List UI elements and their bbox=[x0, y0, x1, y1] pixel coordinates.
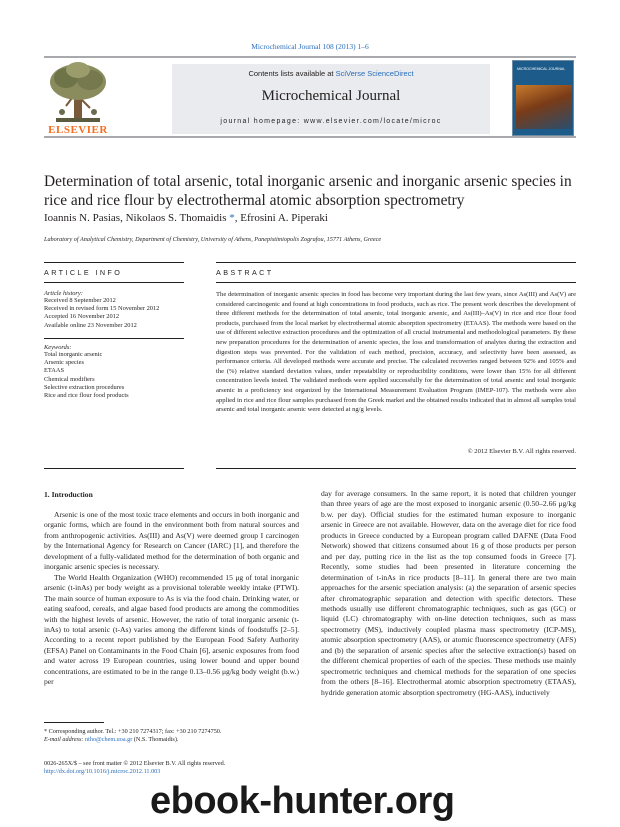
body-left-column bbox=[44, 510, 299, 688]
sciencedirect-link[interactable]: SciVerse ScienceDirect bbox=[335, 69, 414, 78]
paragraph: day for average consumers. In the same report, it is noted that children younger than three years of age are the most exposed to inorganic arsenic (0.50–2.66 μg/kg b.w. per day). Official studies for the estimated human exposure to inorganic arsenic in Greece are not available. However, data on the average diet for rice food products in Greece conducted by a European program called DAFNE (Data Food Network) showed that citizens consumed about 16 g of those products per person and per day, putting rice in the list as the top consumed foods in Greece [7]. Recently, some studies had been presented in literature concerning the determination of t-inAs in rice products [8–11]. In general there are two main approaches for the arsenic speciation analysis: (a) the separation of arsenic species after chromatographic separation and detection with specific detectors. These methods usually use different chromatographic techniques, such as gas (GC) or liquid (LC) chromatography with on-line detection techniques, such as mass spectrometry (MS), inductively coupled plasma mass spectrometry (ICP-MS), atomic absorption spectrometry (AAS), or atomic fluorescence spectrometry (AFS) and (b) the separation of arsenic species after the selective extraction(s) based on the different chemical properties of each of the species. These methods use mainly spectrometric techniques and chemical methods for the separation of one species from the others [8–16]. Electrothermal atomic absorption spectrometry (ETAAS), hydride generation atomic absorption spectrometry (HG-AAS), inductively bbox=[321, 489, 576, 697]
divider bbox=[216, 468, 576, 469]
article-title: Determination of total arsenic, total inorganic arsenic and inorganic arsenic species in rice and rice flour by electrothermal atomic absorption spectrometry bbox=[44, 173, 572, 209]
divider bbox=[44, 262, 184, 263]
email-suffix: (N.S. Thomaidis). bbox=[133, 736, 179, 743]
elsevier-tree-icon bbox=[44, 60, 112, 124]
author-name: Efrosini A. Piperaki bbox=[240, 212, 328, 224]
history-line: Available online 23 November 2012 bbox=[44, 321, 137, 329]
paragraph: The World Health Organization (WHO) recommended 15 μg of total inorganic arsenic (t-inAs) per body weight as a provisional tolerable weekly intake (PTWI). The main source of human exposure to As is via the food chain. Drinking water, or eating seafood, cereals, and algae based food products are among the commodities with the highest levels of arsenic. However, the ratio of total inorganic arsenic (t-inAs) to total arsenic (t-As) varies among the different kinds of foodstuffs [2–5]. According to a recent report published by the European Food Safety Authority (EFSA) Panel on Contaminants in the Food Chain [6], arsenic exposures from food and water across 19 European countries, using lower bound and upper bound concentrations, are estimated to be in the range 0.13–0.56 μg/kg body weight (b.w.) per bbox=[44, 572, 299, 687]
doi-link[interactable]: http://dx.doi.org/10.1016/j.microc.2012.11.003 bbox=[44, 768, 161, 775]
divider bbox=[44, 468, 184, 469]
issn-line: 0026-265X/$ – see front matter © 2012 Elsevier B.V. All rights reserved. bbox=[44, 760, 226, 767]
section-heading: 1. Introduction bbox=[44, 490, 93, 499]
affiliation: Laboratory of Analytical Chemistry, Department of Chemistry, University of Athens, Panepistimiopolis Zografou, 15771 Athens, Greece bbox=[44, 236, 382, 243]
keyword: Rice and rice flour food products bbox=[44, 392, 129, 400]
divider bbox=[44, 282, 184, 283]
elsevier-logo[interactable] bbox=[44, 60, 112, 138]
copyright: © 2012 Elsevier B.V. All rights reserved. bbox=[467, 448, 576, 455]
issn-block bbox=[44, 760, 294, 776]
contents-prefix: Contents lists available at bbox=[248, 69, 334, 78]
keyword: Total inorganic arsenic bbox=[44, 351, 103, 358]
journal-cover-thumbnail[interactable] bbox=[512, 60, 574, 136]
keyword: Arsenic species bbox=[44, 359, 84, 367]
author-name: Nikolaos S. Thomaidis bbox=[125, 212, 227, 224]
keyword: ETAAS bbox=[44, 367, 65, 375]
history-line: Received 8 September 2012 bbox=[44, 297, 116, 304]
divider bbox=[216, 262, 576, 263]
corresponding-author-star[interactable]: * bbox=[226, 212, 235, 224]
email-line bbox=[44, 736, 294, 744]
contents-line bbox=[172, 69, 490, 78]
history-line: Accepted 16 November 2012 bbox=[44, 313, 120, 321]
divider bbox=[216, 282, 576, 283]
footnote bbox=[44, 728, 294, 744]
corresponding-note: * Corresponding author. Tel.: +30 210 7274317; fax: +30 210 7274750. bbox=[44, 728, 222, 735]
article-info-heading: ARTICLE INFO bbox=[44, 268, 123, 277]
journal-name: Microchemical Journal bbox=[261, 88, 401, 104]
abstract-heading: ABSTRACT bbox=[216, 268, 274, 277]
author-name: Ioannis N. Pasias bbox=[44, 212, 121, 224]
author-separator: , bbox=[120, 212, 126, 224]
journal-info-band bbox=[172, 64, 490, 134]
homepage-line bbox=[172, 118, 490, 125]
article-history-label: Article history: bbox=[44, 290, 83, 297]
watermark-text: ebook-hunter.org bbox=[150, 780, 455, 822]
article-history bbox=[44, 290, 184, 330]
homepage-link[interactable]: www.elsevier.com/locate/microc bbox=[303, 118, 442, 125]
journal-masthead bbox=[44, 56, 576, 138]
cover-image bbox=[516, 85, 572, 129]
paragraph: Arsenic is one of the most toxic trace elements and occurs in both inorganic and organic forms, which are found in the environment both from natural sources and from anthropogenic activities. As(III) and As(V) were deemed group I carcinogen by the International Agency for Research on Cancer (IARC) [1], and therefore the development of a fully-validated method for the determination of both organic and inorganic arsenic species is necessary. bbox=[44, 510, 299, 572]
homepage-prefix: journal homepage: bbox=[220, 118, 301, 125]
keyword: Chemical modifiers bbox=[44, 375, 95, 383]
cover-title: MICROCHEMICAL JOURNAL bbox=[517, 67, 566, 71]
body-right-column bbox=[321, 489, 576, 698]
journal-citation[interactable]: Microchemical Journal 108 (2013) 1–6 bbox=[251, 42, 369, 51]
history-line: Received in revised form 15 November 2012 bbox=[44, 305, 160, 313]
footnote-divider bbox=[44, 722, 104, 723]
keyword: Selective extraction procedures bbox=[44, 383, 125, 391]
email-label: E-mail address: bbox=[44, 736, 84, 743]
abstract-text: The determination of inorganic arsenic species in food has become very important during the last few years, since As(III) and As(V) are considered carcinogenic and found at high concentrations in food products, such as rice. The present work describes the development of three different methods for the determination of total arsenic, total inorganic arsenic, and As(III)–As(V) in rice and rice flour food products, purchased from the local market by electrothermal atomic absorption spectrometry (ETAAS). The methods were based on the use of different selective extraction procedures and the optimization of all crucial instrumental and methodological parameters. By these new preparation procedures for the determination of arsenic species, the loss and transformation of analytes during the extraction and digestion steps was prevented. For the validation of each method, precision, accuracy, and selectivity have been assessed, as performance criteria. All developed methods were accurate and precise. The calculated recoveries ranged between 92% and 105% and the (%) relative standard deviation values, under repeatability or reproducibility conditions, were lower than 15% for all different concentration levels tested. The validated methods were applied successfully for the determination of total arsenic and total inorganic arsenic in a proficiency test organized by the International Measurement Evaluation Program (IMEP-107). The methods were also applied in rice and rice flour samples purchased from the Greek market and the obtained results indicated that in almost all samples total arsenic and total inorganic arsenic were detected at ng/g levels. bbox=[216, 291, 576, 414]
keywords-label: Keywords: bbox=[44, 344, 72, 351]
email-link[interactable]: ntho@chem.uoa.gr bbox=[85, 736, 133, 743]
keywords bbox=[44, 344, 184, 400]
divider bbox=[44, 338, 184, 339]
author-list bbox=[44, 212, 576, 224]
elsevier-wordmark: ELSEVIER bbox=[48, 124, 108, 136]
author-separator: , bbox=[234, 212, 241, 224]
